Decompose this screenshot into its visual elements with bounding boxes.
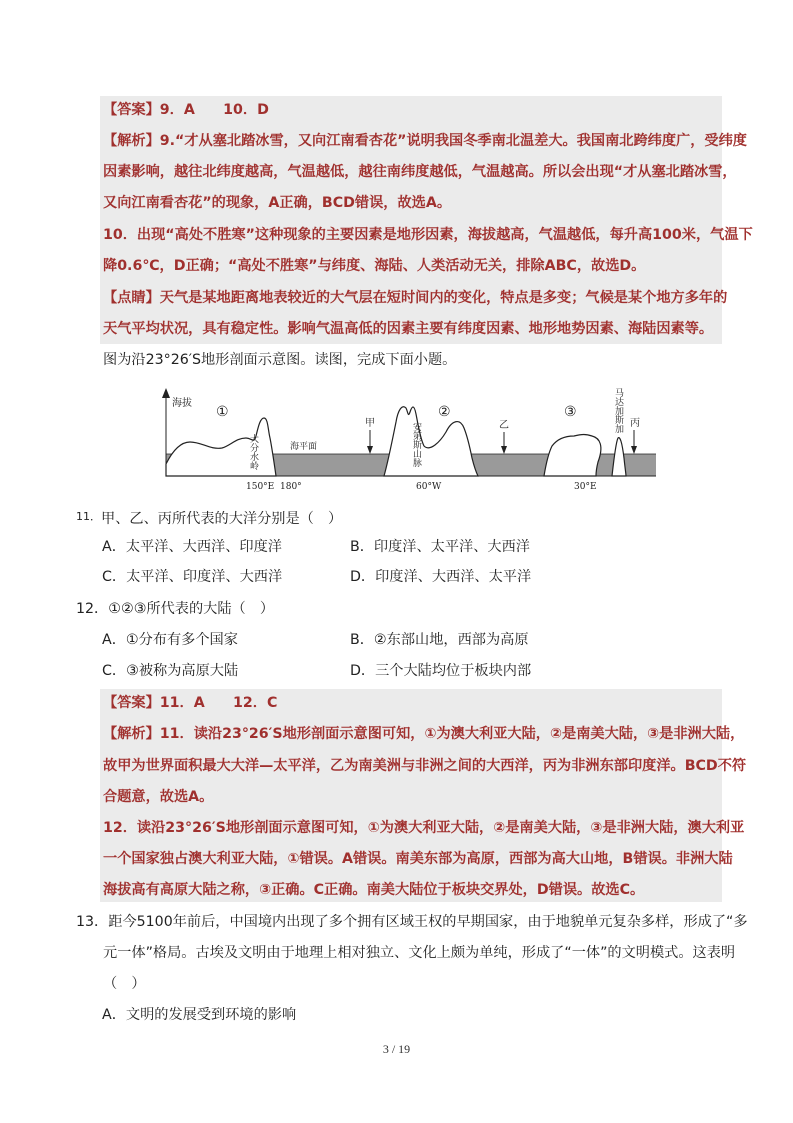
land-marker-1: ① (216, 404, 229, 420)
answer-line-2: 【答案】11．A 12．C (103, 695, 278, 711)
question-11-stem: $^{11.}$甲、乙、丙所代表的大洋分别是（ ） (76, 510, 343, 527)
tick-30e: 30°E (574, 482, 597, 492)
figure-intro: 图为沿23°26′S地形剖面示意图。读图，完成下面小题。 (103, 352, 457, 368)
tick-180: 180° (280, 482, 302, 492)
divide-label: 大分水岭 (248, 434, 258, 470)
answer-line: 【答案】9．A 10．D (103, 102, 269, 118)
analysis-10-line-2: 降0.6℃，D正确；“高处不胜寒”与纬度、海陆、人类活动无关，排除ABC，故选D。 (103, 258, 646, 274)
analysis-11-line-3: 合题意，故选A。 (103, 789, 214, 805)
q12-option-b[interactable]: B．②东部山地，西部为高原 (350, 632, 529, 648)
q11-option-a[interactable]: A．太平洋、大西洋、印度洋 (102, 539, 282, 555)
question-13-line-1: 13．距今5100年前后，中国境内出现了多个拥有区域王权的早期国家，由于地貌单元复杂多样，形成了“多 (76, 914, 748, 930)
ocean-label-jia: 甲 (365, 418, 375, 429)
landmass-2 (384, 407, 478, 476)
highlight-line-1: 【点睛】天气是某地距离地表较近的大气层在短时间内的变化，特点是多变；气候是某个地方多年的 (103, 290, 728, 306)
analysis-11-line-2: 故甲为世界面积最大大洋—太平洋，乙为南美洲与非洲之间的大西洋，丙为非洲东部印度洋。BCD不符 (103, 758, 747, 774)
analysis-11-line-1: 【解析】11．读沿23°26′S地形剖面示意图可知，①为澳大利亚大陆，②是南美大陆，③是非洲大陆， (103, 726, 745, 742)
sea-level-label: 海平面 (290, 442, 318, 452)
y-axis-arrow (162, 388, 170, 398)
q12-option-a[interactable]: A．①分布有多个国家 (102, 632, 238, 648)
question-12-stem: 12．①②③所代表的大陆（ ） (76, 601, 275, 617)
q11-option-c[interactable]: C．太平洋、印度洋、大西洋 (102, 569, 283, 585)
analysis-9-line-3: 又向江南看杏花”的现象，A正确，BCD错误，故选A。 (103, 195, 452, 211)
analysis-12-line-3: 海拔高有高原大陆之称，③正确。C正确。南美大陆位于板块交界处，D错误。故选C。 (103, 882, 645, 898)
landmass-3 (544, 435, 601, 477)
q11-option-d[interactable]: D．印度洋、大西洋、太平洋 (350, 569, 532, 585)
tick-150e: 150°E (246, 482, 275, 492)
page-number: 3 / 19 (382, 1042, 411, 1056)
analysis-10-line-1: 10．出现“高处不胜寒”这种现象的主要因素是地形因素，海拔越高，气温越低，每升高100米，气温下 (103, 227, 753, 243)
arrow-jia-head (367, 446, 373, 454)
madagascar-island (612, 438, 626, 476)
analysis-12-line-2: 一个国家独占澳大利亚大陆，①错误。A错误。南美东部为高原，西部为高大山地，B错误。非洲大陆 (103, 851, 733, 867)
ocean-label-yi: 乙 (499, 420, 509, 431)
landmass-1 (166, 418, 276, 476)
terrain-profile-figure (150, 378, 670, 496)
question-13-line-3: （ ） (103, 976, 146, 992)
y-axis-label: 海拔 (172, 398, 192, 409)
analysis-12-line-1: 12．读沿23°26′S地形剖面示意图可知，①为澳大利亚大陆，②是南美大陆，③是非洲大陆，澳大利亚 (103, 820, 745, 836)
land-marker-2: ② (438, 404, 451, 420)
arrow-bing-head (631, 446, 637, 454)
q13-option-a[interactable]: A．文明的发展受到环境的影响 (102, 1007, 297, 1023)
question-13-line-2: 元一体”格局。古埃及文明由于地理上相对独立、文化上颇为单纯，形成了“一体”的文明模式。这表明 (103, 945, 736, 961)
q12-option-d[interactable]: D．三个大陆均位于板块内部 (350, 663, 532, 679)
analysis-9-line-1: 【解析】9.“才从塞北踏冰雪，又向江南看杏花”说明我国冬季南北温差大。我国南北跨纬度广，受纬度 (103, 133, 747, 149)
tick-60w: 60°W (416, 482, 442, 492)
q11-option-b[interactable]: B．印度洋、太平洋、大西洋 (350, 539, 530, 555)
q12-option-c[interactable]: C．③被称为高原大陆 (102, 663, 239, 679)
highlight-line-2: 天气平均状况，具有稳定性。影响气温高低的因素主要有纬度因素、地形地势因素、海陆因素等。 (103, 321, 714, 337)
land-marker-3: ③ (564, 404, 577, 420)
madagascar-label: 马达加斯加 (613, 388, 623, 433)
analysis-9-line-2: 因素影响，越往北纬度越高，气温越低，越往南纬度越低，气温越高。所以会出现“才从塞北踏冰雪， (103, 164, 737, 180)
ocean-label-bing: 丙 (630, 418, 640, 429)
arrow-yi-head (501, 446, 507, 454)
andes-label: 安第斯山脉 (411, 422, 421, 467)
